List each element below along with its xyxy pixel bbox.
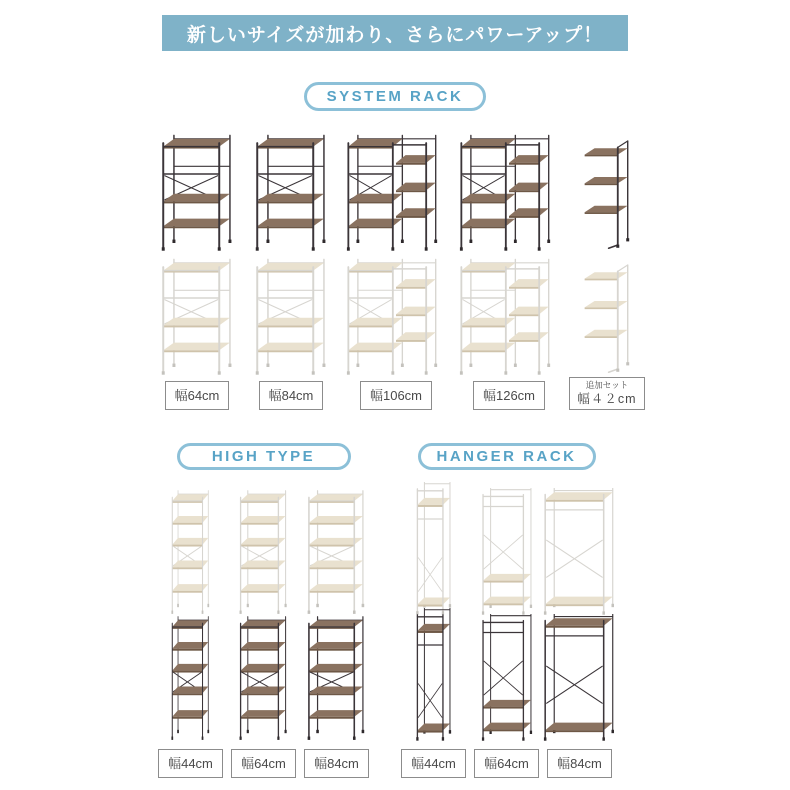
rack-high-white-64cm [234,490,294,616]
rack-system-brown-84cm [249,132,333,252]
size-label-system-64cm: 幅64cm [165,381,230,410]
system-rack-pill [304,82,486,111]
size-label-hanger-44cm: 幅44cm [401,749,466,778]
rack-system-white-64cm [155,256,239,376]
rack-system-white-84cm [249,256,333,376]
rack-system-white-addon [578,261,636,373]
rack-high-white-84cm [301,490,373,616]
size-label-system-84cm: 幅84cm [259,381,324,410]
size-label-system-106cm: 幅106cm [360,381,432,410]
high-type-pill [177,443,351,470]
size-label-high-84cm: 幅84cm [304,749,369,778]
size-label-hanger-64cm: 幅64cm [474,749,539,778]
rack-hanger-white-44cm [411,482,457,616]
rack-system-white-106cm [342,256,450,376]
high-type-grid [154,470,373,778]
system-rack-pill-label: SYSTEM RACK [326,88,464,105]
high-type-pill-label: HIGH TYPE [211,448,316,465]
promo-banner-text: 新しいサイズが加わり、さらにパワーアップ！ [186,24,604,46]
rack-system-brown-addon [578,137,636,249]
rack-system-brown-126cm [455,132,563,252]
section-hanger-rack [397,443,616,778]
rack-hanger-brown-44cm [411,608,457,742]
section-high-type [154,443,373,778]
hanger-rack-pill-label: HANGER RACK [436,448,577,465]
hanger-rack-grid [397,470,616,778]
hanger-rack-pill [418,443,596,470]
addon-label-line1: 追加セット [585,380,629,390]
rack-hanger-white-84cm [541,488,619,616]
rack-hanger-brown-64cm [478,614,536,742]
addon-label-line2: 幅４２cm [577,391,637,406]
system-rack-grid [150,128,650,410]
rack-high-white-44cm [167,490,215,616]
size-label-system-126cm: 幅126cm [473,381,545,410]
rack-hanger-white-64cm [478,488,536,616]
size-label-high-64cm: 幅64cm [231,749,296,778]
size-label-system-addon [569,377,644,410]
size-label-high-44cm: 幅44cm [158,749,223,778]
promo-banner [162,15,628,51]
rack-high-brown-64cm [234,616,294,742]
rack-system-brown-106cm [342,132,450,252]
rack-hanger-brown-84cm [541,614,619,742]
rack-high-brown-84cm [301,616,373,742]
rack-system-brown-64cm [155,132,239,252]
rack-system-white-126cm [455,256,563,376]
rack-high-brown-44cm [167,616,215,742]
size-label-hanger-84cm: 幅84cm [547,749,612,778]
